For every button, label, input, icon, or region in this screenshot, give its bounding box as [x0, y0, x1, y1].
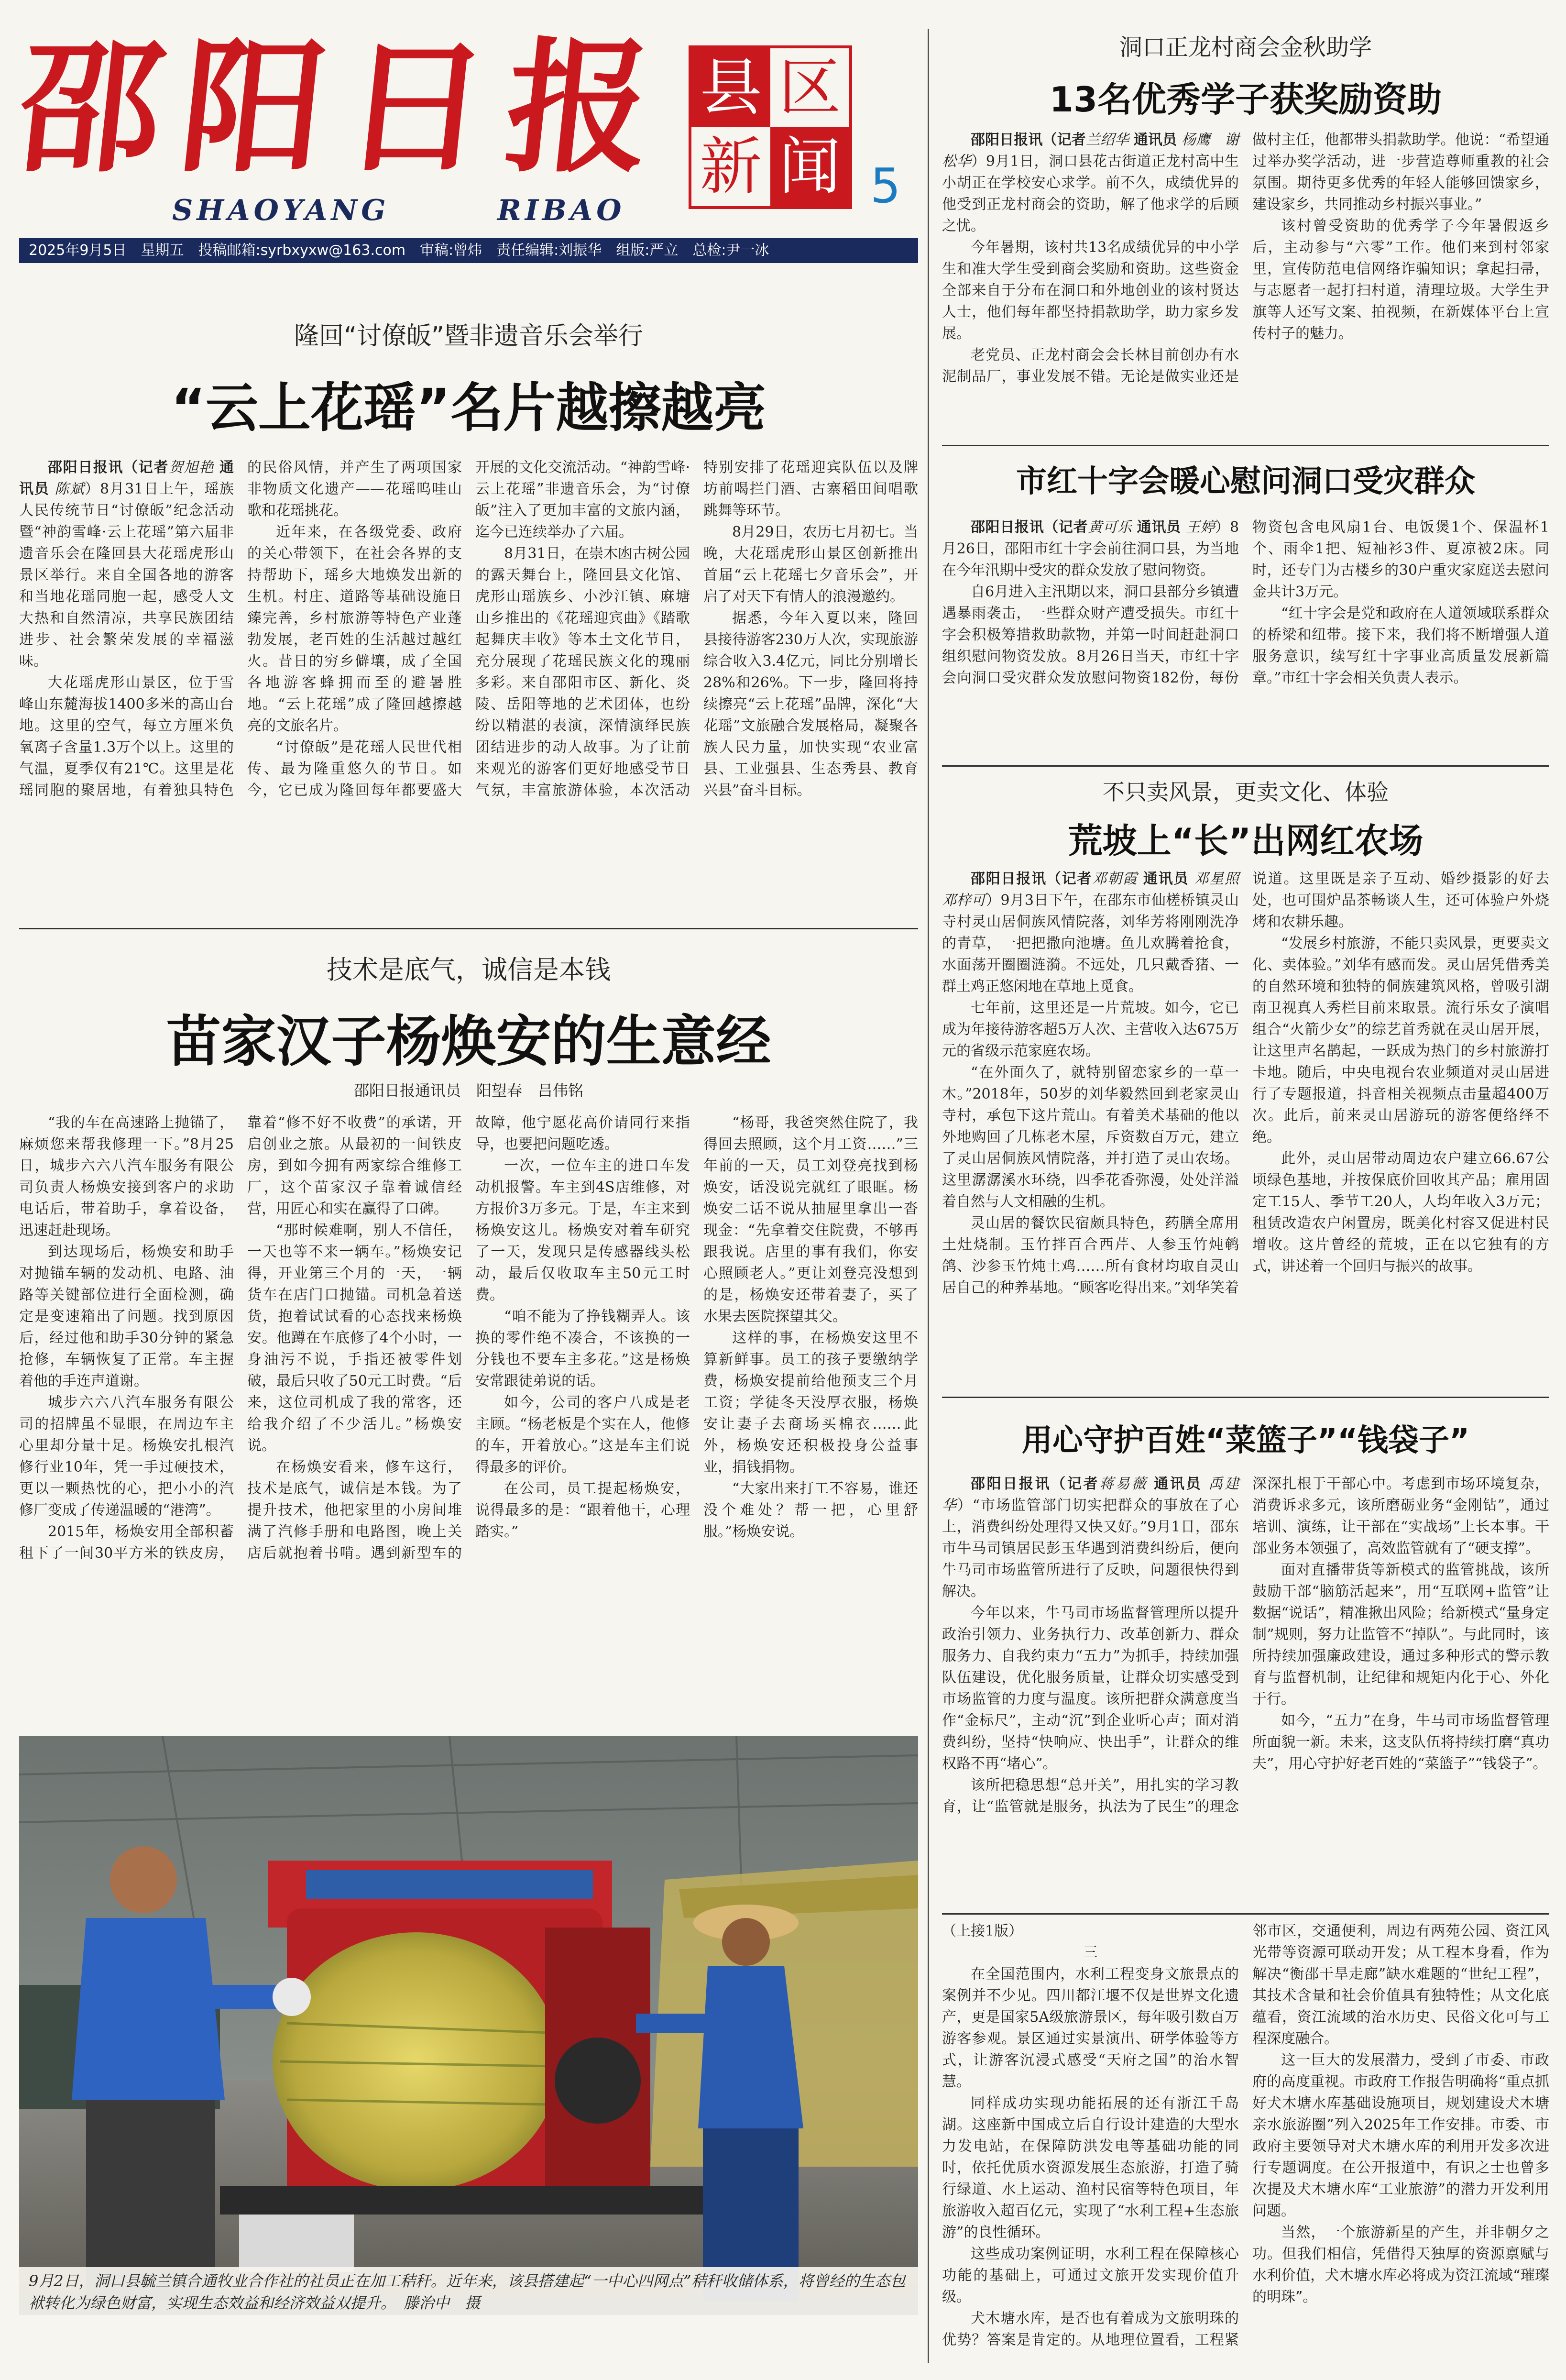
section-char-3: 新 [700, 130, 762, 203]
article2-paragraph: 在杨焕安看来，修车这行，技术是底气，诚信是本钱。为了提升技术，他把家里的小房间堆满了汽修手册和电路图，晚上关店后就抱着书啃。遇到新型车的故障，他宁愿花高价请同行来指导，也要把问题吃透。 [247, 1114, 690, 1562]
article1-source: 邵阳日报讯（记者 [48, 459, 169, 476]
masthead-pinyin-left: SHAOYANG [172, 194, 390, 227]
info-bar: 2025年9月5日 星期五 投稿邮箱:syrbxyxw@163.com 审稿:曾炜 责任编辑:刘振华 组版:严立 总检:尹一冰 [19, 238, 918, 263]
article1-paragraph: 8月31日，在崇木凼古树公园的露天舞台上，隆回县文化馆、虎形山瑶族乡、小沙江镇、麻塘山乡推出的《花瑶迎宾曲》《踏歌起舞庆丰收》等本土文化节目，充分展现了花瑶民族文化的瑰丽多彩。来自邵阳市区、新化、炎陵、岳阳等地的艺术团体，也纷纷以精湛的表演，深情演绎民族团结进步的动人故事。为了让前来观光的游客们更好地感受节日气氛，丰富旅游体验，本次活动特别安排了花瑶迎宾队伍以及牌坊前喝拦门酒、古寨稻田间唱歌跳舞等环节。 [475, 459, 918, 799]
article2-paragraph: 在公司，员工提起杨焕安，说得最多的是：“跟着他干，心理踏实。” [475, 1480, 690, 1540]
article6-source2: 通讯员 [1154, 1476, 1203, 1492]
article6-paragraph: 面对直播带货等新模式的监管挑战，该所鼓励干部“脑筋活起来”，用“互联网+监管”让数据“说话”，精准揪出风险；给新模式“量身定制”规则，努力让监管不“掉队”。与此同时，该所持续加强廉政建设，通过多种形式的警示教育与监督机制，让纪律和规矩内化于心、外化于行。 [1252, 1562, 1549, 1708]
article7-continued: （上接1版） [942, 1923, 1023, 1939]
article3-headline: 13名优秀学子获奖励资助 [1049, 79, 1442, 120]
article5-paragraph: 灵山居的餐饮民宿颇具特色，药膳全席用土灶烧制。玉竹拌百合西芹、人参玉竹炖鹌鸽、沙参玉竹炖土鸡……所有食材均取自灵山居自己的种养基地。“顾客吃得出来。”刘华笑着说道。这里既是亲子互动、婚纱摄影的好去处，也可围炉品茶畅谈人生，还可体验户外烧烤和农耕乐趣。 [942, 870, 1549, 1296]
article3-reporter2: 杨鹰 谢松华 [942, 132, 1239, 170]
article4-reporter: 黄可乐 [1088, 519, 1132, 536]
article4-source: 邵阳日报讯（记者 [971, 519, 1088, 536]
article6-paragraph: ）“市场监管部门切实把群众的事放在了心上，消费纠纷处理得又快又好。”9月1日，邵东市牛马司镇居民彭玉华遇到消费纠纷后，便向牛马司市场监管所进行了反映，问题很快得到解决。 [942, 1497, 1239, 1600]
article1-paragraph: 据悉，今年入夏以来，隆回县接待游客230万人次，实现旅游综合收入3.4亿元，同比分别增长28%和26%。下一步，隆回将持续擦亮“云上花瑶”品牌，深化“大花瑶”文旅融合发展格局，凝聚各族人民力量，加快实现“农业富县、工业强县、生态秀县、教育兴县”奋斗目标。 [703, 610, 918, 799]
article1-paragraph: 大花瑶虎形山景区，位于雪峰山东麓海拔1400多米的高山台地。这里的空气，每立方厘米负氧离子含量1.3万个以上。这里的气温，夏季仅有21℃。这里是花瑶同胞的聚居地，有着独具特色的民俗风情，并产生了两项国家非物质文化遗产——花瑶呜哇山歌和花瑶挑花。 [19, 459, 462, 799]
article4-paragraph: 自6月进入主汛期以来，洞口县部分乡镇遭遇暴雨袭击，一些群众财产遭受损失。市红十字会积极筹措救助款物，并第一时间赶赴洞口组织慰问物资发放。8月26日当天，市红十字会向洞口受灾群众发放慰问物资182份，每份物资包含电风扇1台、电饭煲1个、保温杯1个、雨伞1把、短袖衫3件、夏凉被2床。同时，还专门为古楼乡的30户重灾家庭送去慰问金共计3万元。 [942, 519, 1549, 686]
article5-paragraph: 此外，灵山居带动周边农户建立66.67公顷绿色基地，并按保底价回收其产品；雇用固定工15人、季节工20人，人均年收入3万元；租赁改造农户闲置房，既美化村容又促进村民增收。这片曾经的荒坡，正在以它独有的方式，讲述着一个回归与振兴的故事。 [1252, 1150, 1549, 1275]
article1-body [19, 457, 918, 921]
article6-reporter: 蒋易薇 [1099, 1476, 1148, 1492]
article5-kicker: 不只卖风景，更卖文化、体验 [1103, 779, 1389, 805]
article1-paragraph: 近年来，在各级党委、政府的关心带领下，在社会各界的支持帮助下，瑶乡大地焕发出新的生机。村庄、道路等基础设施日臻完善，乡村旅游等特色产业蓬勃发展，老百姓的生活越过越红火。昔日的穷乡僻壤，成了全国各地游客蜂拥而至的避暑胜地。“云上花瑶”成了隆回越擦越亮的文旅名片。 [247, 524, 462, 734]
article4-source2: 通讯员 [1137, 519, 1181, 536]
article4-headline: 市红十字会暖心慰问洞口受灾群众 [1016, 464, 1475, 499]
article5-source2: 通讯员 [1143, 870, 1189, 887]
article1-headline: “云上花瑶”名片越擦越亮 [171, 377, 767, 439]
page-number: 5 [870, 158, 901, 214]
article5-body [942, 868, 1549, 1389]
article2-paragraph: 到达现场后，杨焕安和助手对抛锚车辆的发动机、电路、油路等关键部位进行全面检测，确定是变速箱出了问题。找到原因后，经过他和助手30分钟的紧急抢修，车辆恢复了正常。车主握着他的手连声道谢。 [19, 1244, 234, 1389]
article4-paragraph: “红十字会是党和政府在人道领域联系群众的桥梁和纽带。接下来，我们将不断增强人道服务意识，续写红十字事业高质量发展新篇章。”市红十字会相关负责人表示。 [1252, 605, 1549, 686]
article2-paragraph: 这样的事，在杨焕安这里不算新鲜事。员工的孩子要缴纳学费，杨焕安提前给他预支三个月工资；学徒冬天没厚衣服，杨焕安让妻子去商场买棉衣……此外，杨焕安还积极投身公益事业，捐钱捐物。 [703, 1330, 918, 1476]
article5-headline: 荒坡上“长”出网红农场 [1068, 821, 1424, 861]
masthead-pinyin-right: RIBAO [497, 194, 625, 227]
article7-paragraph: 在全国范围内，水利工程变身文旅景点的案例并不少见。四川都江堰不仅是世界文化遗产，更是国家5A级旅游景区，每年吸引数百万游客参观。景区通过实景演出、研学体验等方式，让游客沉浸式感受“天府之国”的治水智慧。 [942, 1966, 1239, 2090]
article6-paragraph: 该所把稳思想“总开关”，用扎实的学习教育，让“监管就是服务，执法为了民生”的理念深深扎根于干部心中。考虑到市场环境复杂，消费诉求多元，该所磨砺业务“金刚钻”，通过培训、演练，让干部在“实战场”上长本事。干部业务本领强了，高效监管就有了“硬支撑”。 [942, 1476, 1549, 1815]
article7-body [942, 1920, 1549, 2365]
article1-paragraph: “讨僚皈”是花瑶人民世代相传、最为隆重悠久的节日。如今，它已成为隆回每年都要盛大开展的文化交流活动。“神韵雪峰·云上花瑶”非遗音乐会，为“讨僚皈”注入了更加丰富的文旅内涵，迄今已连续举办了六届。 [247, 459, 690, 799]
article2-body [19, 1112, 918, 1729]
article3-paragraph: 该村曾受资助的优秀学子今年暑假返乡后，主动参与“六零”工作。他们来到村邻家里，宣传防范电信网络诈骗知识；拿起扫帚，与志愿者一起打扫村道，清理垃圾。大学生尹旗等人还写文案、拍视频，在新媒体平台上宣传村子的魅力。 [1252, 218, 1549, 342]
article5-paragraph: ）9月3日下午，在邵东市仙槎桥镇灵山寺村灵山居侗族风情院落，刘华芳将刚刚洗净的青草，一把把撒向池塘。鱼儿欢腾着抢食，水面荡开圈圈涟漪。不远处，几只戴香猪、一群土鸡正悠闲地在草地上觅食。 [942, 892, 1239, 995]
article2-paragraph: “大家出来打工不容易，谁还没个难处？帮一把，心里舒服。”杨焕安说。 [703, 1480, 918, 1540]
article6-paragraph: 如今，“五力”在身，牛马司市场监督管理所面貌一新。未来，这支队伍将持续打磨“真功夫”，用心守护好老百姓的“菜篮子”“钱袋子”。 [1252, 1712, 1549, 1772]
article3-source: 邵阳日报讯（记者 [971, 132, 1086, 148]
article2-byline: 邵阳日报通讯员 阳望春 吕伟铭 [353, 1081, 583, 1100]
article2-paragraph: “杨哥，我爸突然住院了，我得回去照顾，这个月工资……”三年前的一天，员工刘登亮找到杨焕安，话没说完就红了眼眶。杨焕安二话不说从抽屉里拿出一沓现金：“先拿着交住院费，不够再跟我说。店里的事有我们，你安心照顾老人。”更让刘登亮没想到的是，杨焕安还带着妻子，买了水果去医院探望其父。 [703, 1114, 918, 1325]
photo-caption: 9月2日，洞口县毓兰镇合通牧业合作社的社员正在加工秸秆。近年来，该县搭建起“一中心四网点”秸秆收储体系，将曾经的生态包袱转化为绿色财富，实现生态效益和经济效益双提升。 滕治中 摄 [19, 2267, 918, 2315]
article4-reporter2: 王婷 [1185, 519, 1216, 536]
article4-body [942, 517, 1549, 770]
section-badge [689, 45, 852, 209]
section-char-4: 闻 [770, 127, 849, 206]
article7-section-mark: 三 [1083, 1944, 1098, 1961]
article5-paragraph: “在外面久了，就特别留恋家乡的一草一木。”2018年，50岁的刘华毅然回到老家灵山寺村，承包下这片荒山。有着美术基础的他以外地购回了几栋老木屋，斥资数百万元，建立了灵山居侗族风情院落，并打造了灵山农场。这里潺潺溪水环绕，四季花香弥漫，处处洋溢着自然与人文相融的生机。 [942, 1064, 1239, 1210]
news-photo [19, 1736, 918, 2315]
section-char-2: 区 [778, 51, 841, 124]
masthead-title: 邵阳日报 [10, 23, 679, 192]
article1-reporter: 贺旭艳 [168, 459, 214, 476]
article7-paragraph: 当然，一个旅游新星的产生，并非朝夕之功。但我们相信，凭借得天独厚的资源禀赋与水利价值，犬木塘水库必将成为资江流域“璀璨的明珠”。 [1252, 2224, 1549, 2305]
article3-paragraph: 今年暑期，该村共13名成绩优异的中小学生和准大学生受到商会奖励和资助。这些资金全部来自于分布在洞口和外地创业的该村贤达人士，他们每年都坚持捐款助学，助力家乡发展。 [942, 239, 1239, 342]
article3-kicker: 洞口正龙村商会金秋助学 [1119, 34, 1372, 61]
article3-source2: 通讯员 [1133, 132, 1177, 148]
article6-source: 邵阳日报讯（记者 [971, 1476, 1100, 1492]
article1-paragraph: 8月29日，农历七月初七。当晚，大花瑶虎形山景区创新推出首届“云上花瑶七夕音乐会”，开启了对天下有情人的浪漫邀约。 [703, 524, 918, 605]
article2-paragraph: “那时候难啊，别人不信任，一天也等不来一辆车。”杨焕安记得，开业第三个月的一天，一辆货车在店门口抛锚。司机急着送货，抱着试试看的心态找来杨焕安。他蹲在车底修了4个小时，一身油污不说，手指还被零件划破，最后只收了50元工时费。“后来，这位司机成了我的常客，还给我介绍了不少活儿。”杨焕安说。 [247, 1222, 462, 1454]
article7-paragraph: 犬木塘水库，是否也有着成为文旅明珠的优势？答案是肯定的。从地理位置看，工程紧邻市区，交通便利，周边有两苑公园、资江风光带等资源可联动开发；从工程本身看，作为解决“衡邵干旱走廊”缺水难题的“世纪工程”，其技术含量和社会价值具有独特性；从文化底蕴看，资江流域的治水历史、民俗文化可与工程深度融合。 [942, 1923, 1549, 2348]
article2-headline: 苗家汉子杨焕安的生意经 [166, 1010, 771, 1074]
article3-paragraph: 老党员、正龙村商会会长林目前创办有水泥制品厂，事业发展不错。无论是做实业还是做村主任，他都带头捐款助学。他说：“希望通过举办奖学活动，进一步营造尊师重教的社会氛围。期待更多优秀的年轻人能够回馈家乡，建设家乡，共同推动乡村振兴事业。” [942, 132, 1549, 385]
article1-kicker: 隆回“讨僚皈”暨非遗音乐会举行 [294, 322, 643, 351]
article2-paragraph: 一次，一位车主的进口车发动机报警。车主到4S店维修，对方报价3万多元。于是，车主来到杨焕安这儿。杨焕安对着车研究了一天，发现只是传感器线头松动，最后仅收取车主50元工时费。 [475, 1157, 690, 1303]
article5-reporter: 邓朝霞 [1092, 870, 1138, 887]
article6-body [942, 1473, 1549, 1913]
article1-paragraph: ）8月31日上午，瑶族人民传统节日“讨僚皈”纪念活动暨“神韵雪峰·云上花瑶”第六届非遗音乐会在隆回县大花瑶虎形山景区举行。来自全国各地的游客和当地花瑶同胞一起，感受人文大热和自然清凉，共享民族团结进步、社会繁荣发展的幸福滋味。 [19, 481, 234, 670]
article6-paragraph: 今年以来，牛马司市场监督管理所以提升政治引领力、业务执行力、改革创新力、群众服务力、自我约束力“五力”为抓手，持续加强队伍建设，优化服务质量，让群众切实感受到市场监管的力度与温度。该所把群众满意度当作“金标尺”，主动“沉”到企业听心声；面对消费纠纷，坚持“快响应、快出手”，让群众的维权路不再“堵心”。 [942, 1605, 1239, 1772]
article5-paragraph: “发展乡村旅游，不能只卖风景，更要卖文化、卖体验。”刘华有感而发。灵山居凭借秀美的自然环境和独特的侗族建筑风格，曾吸引湖南卫视真人秀栏目前来取景。流行乐女子演唱组合“火箭少女”的综艺首秀就在灵山居开展，让这里声名鹊起，一跃成为热门的乡村旅游打卡地。随后，中央电视台农业频道对灵山居进行了专题报道，抖音相关视频点击量超400万次。此后，前来灵山居游玩的游客便络绎不绝。 [1252, 935, 1549, 1146]
article2-paragraph: 城步六六八汽车服务有限公司的招牌虽不显眼，在周边车主心里却分量十足。杨焕安扎根汽修行业10年，凭一手过硬技术，更以一颗热忱的心，把小小的汽修厂变成了传递温暖的“港湾”。 [19, 1394, 234, 1519]
article2-kicker: 技术是底气，诚信是本钱 [327, 955, 611, 985]
article5-source: 邵阳日报讯（记者 [971, 870, 1093, 887]
article1-reporter2: 陈斌 [55, 481, 85, 497]
article7-paragraph: 这一巨大的发展潜力，受到了市委、市政府的高度重视。市政府工作报告明确将“重点抓好犬木塘水库基础设施项目，规划建设犬木塘亲水旅游圈”列入2025年工作安排。市委、市政府主要领导对犬木塘水库的利用开发多次进行专题调度。在公开报道中，有识之士也曾多次提及犬木塘水库“工业旅游”的潜力开发利用问题。 [1252, 2052, 1549, 2219]
article2-paragraph: 2015年，杨焕安用全部积蓄租下了一间30平方米的铁皮房，靠着“修不好不收费”的承诺，开启创业之旅。从最初的一间铁皮房，到如今拥有两家综合维修工厂，这个苗家汉子靠着诚信经营，用匠心和实在赢得了口碑。 [19, 1114, 462, 1562]
article3-paragraph: ）9月1日，洞口县花古街道正龙村高中生小胡正在学校安心求学。前不久，成绩优异的他受到正龙村商会的资助，解了他求学的后顾之忧。 [942, 153, 1239, 234]
article2-paragraph: “咱不能为了挣钱糊弄人。该换的零件绝不凑合，不该换的一分钱也不要车主多花。”这是杨焕安常跟徒弟说的话。 [475, 1308, 690, 1389]
article7-paragraph: 同样成功实现功能拓展的还有浙江千岛湖。这座新中国成立后自行设计建造的大型水力发电站，在保障防洪发电等基础功能的同时，依托优质水资源发展生态旅游，打造了骑行绿道、水上运动、渔村民宿等特色项目，年旅游收入超百亿元，实现了“水利工程+生态旅游”的良性循环。 [942, 2095, 1239, 2241]
article6-reporter2: 禹建华 [942, 1476, 1239, 1514]
article7-paragraph: 这些成功案例证明，水利工程在保障核心功能的基础上，可通过文旅开发实现价值升级。 [942, 2246, 1239, 2305]
article1-source2: 通讯员 [19, 459, 234, 497]
article4-paragraph: ）8月26日，邵阳市红十字会前往洞口县，为当地在今年汛期中受灾的群众发放了慰问物资。 [942, 519, 1239, 579]
article6-headline: 用心守护百姓“菜篮子”“钱袋子” [1021, 1423, 1470, 1458]
article2-paragraph: “我的车在高速路上抛锚了，麻烦您来帮我修理一下。”8月25日，城步六六八汽车服务有限公司负责人杨焕安接到客户的求助电话后，带着助手，拿着设备，迅速赶赴现场。 [19, 1114, 234, 1239]
article3-reporter: 兰绍华 [1085, 132, 1129, 148]
straw-baler-photo-illustration [19, 1736, 918, 2315]
article5-reporter2: 邓星照 邓梓可 [942, 870, 1254, 909]
article3-body [942, 129, 1549, 440]
section-char-1: 县 [691, 48, 770, 127]
article5-paragraph: 七年前，这里还是一片荒坡。如今，它已成为年接待游客超5万人次、主营收入达675万元的省级示范家庭农场。 [942, 1000, 1239, 1059]
article2-paragraph: 如今，公司的客户八成是老主顾。“杨老板是个实在人，他修的车，开着放心。”这是车主们说得最多的评价。 [475, 1394, 690, 1476]
